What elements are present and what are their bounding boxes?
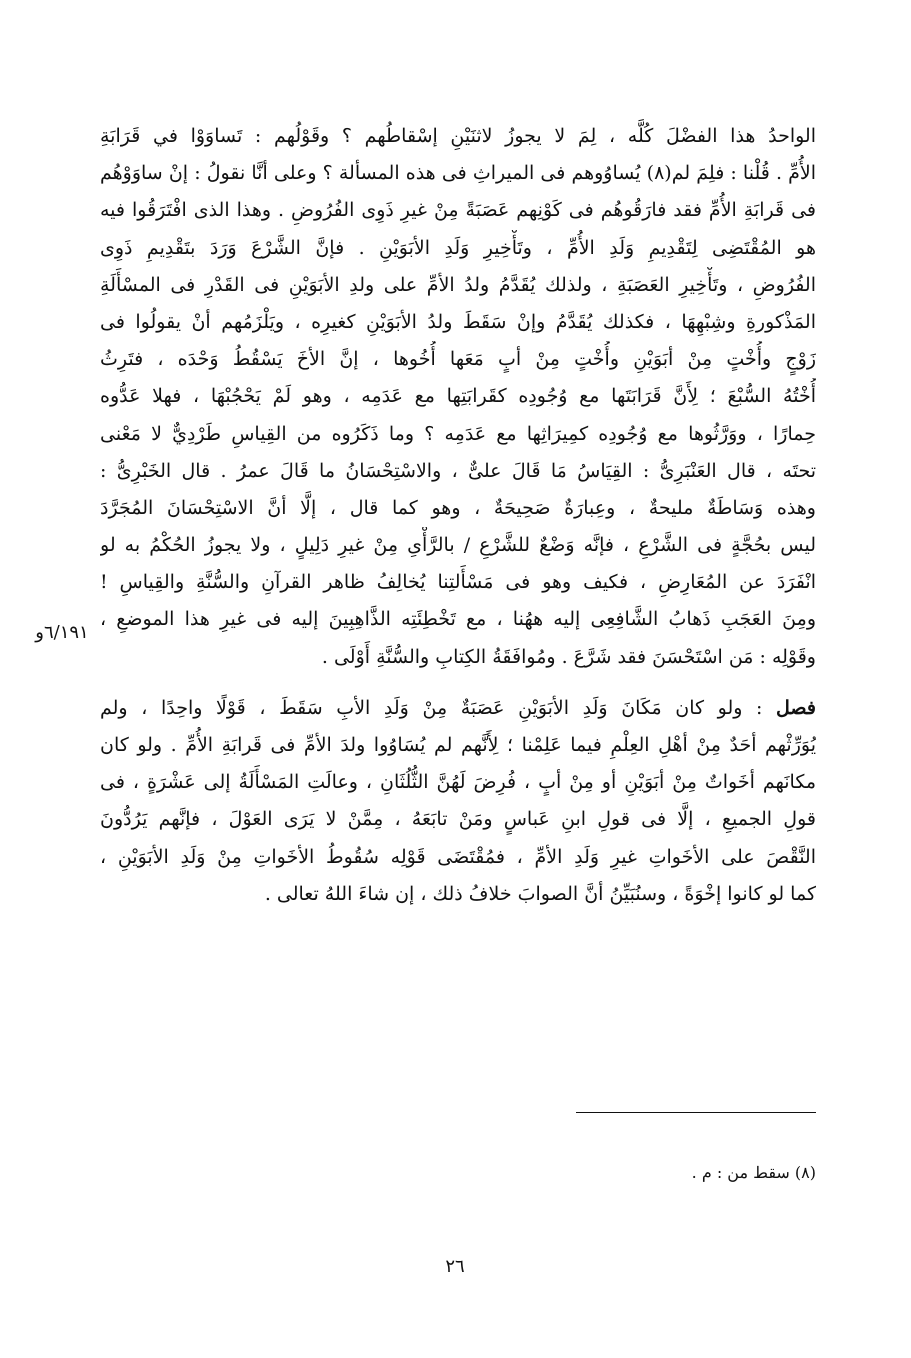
footnote: (٨) سقط من : م . [691,1163,816,1182]
text-line: هو المُقْتَضِى لِتَقْدِيمِ وَلَدِ الأُمِّ ، وتَأْخِيرِ وَلَدِ الأبَوَيْنِ . فإنَّ الشَّرْعَ وَرَدَ بتَقْدِيمِ ذَوِى [100,236,816,259]
text-line-with-heading [100,690,816,727]
text-line: تحتَه ، قال العَنْبَرِىُّ : القِيَاسُ مَا قَالَ علىٌّ ، والاسْتِحْسَانُ ما قَالَ عمرُ . قال الخَبْرِىُّ : [100,459,816,482]
text-line: كما لو كانوا إخْوَةً ، وسنُبَيِّنُ أنَّ الصوابَ خلافُ ذلك ، إن شاءَ اللهُ تعالى . [264,882,816,905]
text-line: فى قَرابَةِ الأُمِّ فقد فارَقُوهُم فى كَوْنِهم عَصَبَةً مِنْ غيرِ ذَوِى الفُرُوضِ . وهذا الذى افْتَرَقُوا فيه [100,199,816,222]
text-line: قولِ الجميعِ ، إلَّا فى قولِ ابنِ عَباسٍ ومَنْ تابَعَهُ ، مِمَّنْ لا يَرَى العَوْلَ ، فإنَّهم يَرُدُّونَ [100,808,816,831]
paragraph-gap [100,676,816,690]
text-line: الأُمِّ . قُلْنا : فلِمَ لم(٨) يُساوُوهم فى الميراثِ فى هذه المسألة ؟ وعلى أنَّا نقولُ : إنْ ساوَوْهُم [100,162,816,185]
section-heading-rest: : ولو كان مَكَانَ وَلَدِ الأبَوَيْنِ عَصَبَةٌ مِنْ وَلَدِ الأبِ سَقَطَ ، قَوْلًا واحِدًا ، ولم [100,696,777,719]
text-line: مكانَهم أخَواتٌ مِنْ أبَوَيْنِ أو مِنْ أبٍ ، فُرِضَ لَهُنَّ الثُّلُثَانِ ، وعالَتِ المَسْأَلَةُ إلى عَشْرَةٍ ، فى [100,771,816,794]
text-line: أُخْتُهُ السُّبْعَ ؛ لِأَنَّ قَرَابَتَها مع وُجُودِه كقَرابَتِها مع عَدَمِه ، وهو لَمْ يَحْجُبْهَا ، فهلا عَدُّوه [100,385,816,408]
text-line: ومِنَ العَجَبِ ذَهابُ الشَّافِعِى إليه ههُنا ، مع تَخْطِئَتِه الذَّاهِبِينَ إليه فى غيرِ هذا الموضعِ ، [100,608,816,631]
text-line: زَوْجٍ وأُخْتٍ مِنْ أبَوَيْنِ وأُخْتٍ مِنْ أبٍ مَعَها أُخُوها ، إنَّ الأخَ يَسْقُطُ وَحْدَه ، فتَرِثُ [100,348,816,371]
text-line: انْفَرَدَ عن المُعَارِضِ ، فكيف وهو فى مَسْأَلتِنا يُخالِفُ ظاهر القرآنِ والسُّنَّةِ والقِياسِ ! [100,571,816,594]
page-number: ٢٦ [445,1256,465,1277]
section-heading: فصل [776,696,816,719]
text-line: النَّقْصَ على الأخَواتِ غيرِ وَلَدِ الأمِّ ، فمُقْتَضَى قَوْلِه سُقُوطُ الأخَواتِ مِنْ وَلَدِ الأبَوَيْنِ ، [100,845,816,868]
text-line: الفُرُوضِ ، وتَأْخِيرِ العَصَبَةِ ، ولذلك يُقَدَّمُ ولدُ الأمِّ على ولدِ الأبَوَيْنِ فى القَدْرِ فى المسْأَلَةِ [100,273,816,296]
text-line: وهذه وَسَاطَةٌ مليحةٌ ، وعِبارَةٌ صَحِيحَةٌ ، وهو كما قال ، إلَّا أنَّ الاسْتِحْسَانَ المُجَرَّدَ [100,496,816,519]
paragraph-1 [100,118,816,676]
text-line: الواحدُ هذا الفضْلَ كُلَّه ، لِمَ لا يجوزُ لاثنَيْنِ إسْقاطُهم ؟ وقَوْلُهم : تَساوَوْا في قَرَابَةِ [100,125,816,147]
text-line: يُوَرِّثْهم أحَدٌ مِنْ أهْلِ العِلْمِ فيما عَلِمْنا ؛ لِأَنَّهم لم يُسَاوُوا ولدَ الأمِّ فى قَرابَةِ الأُمِّ . ولو كان [100,734,816,756]
main-text [100,118,816,913]
paragraph-2 [100,690,816,913]
text-line: حِمارًا ، ووَرَّثُوها مع وُجُودِه كمِيرَاثِها مع عَدَمِه ؟ وما ذَكَرُوه من القِياسِ طَرْدِيٌّ لا مَعْنى [100,422,816,445]
margin-reference: ٦/١٩١و [35,622,89,643]
text-line: ليس بحُجَّةٍ فى الشَّرْعِ ، فإنَّه وَضْعٌ للشَّرْعِ / بالرَّأْىِ مِنْ غيرِ دَلِيلٍ ، ولا يجوزُ الحُكْمُ به لو [100,534,816,557]
text-line: المَذْكورةِ وشِبْهِهَا ، فكذلك يُقَدَّمُ وإنْ سَقَطَ ولدُ الأبَوَيْنِ كغيرِه ، ويَلْزَمُهم أنْ يقولُوا فى [100,310,816,333]
text-line: وقَوْلِه : مَن اسْتَحْسَنَ فقد شَرَّعَ . ومُوافَقَةُ الكِتابِ والسُّنَّةِ أَوْلَى . [321,645,816,668]
footnote-divider [576,1112,816,1113]
